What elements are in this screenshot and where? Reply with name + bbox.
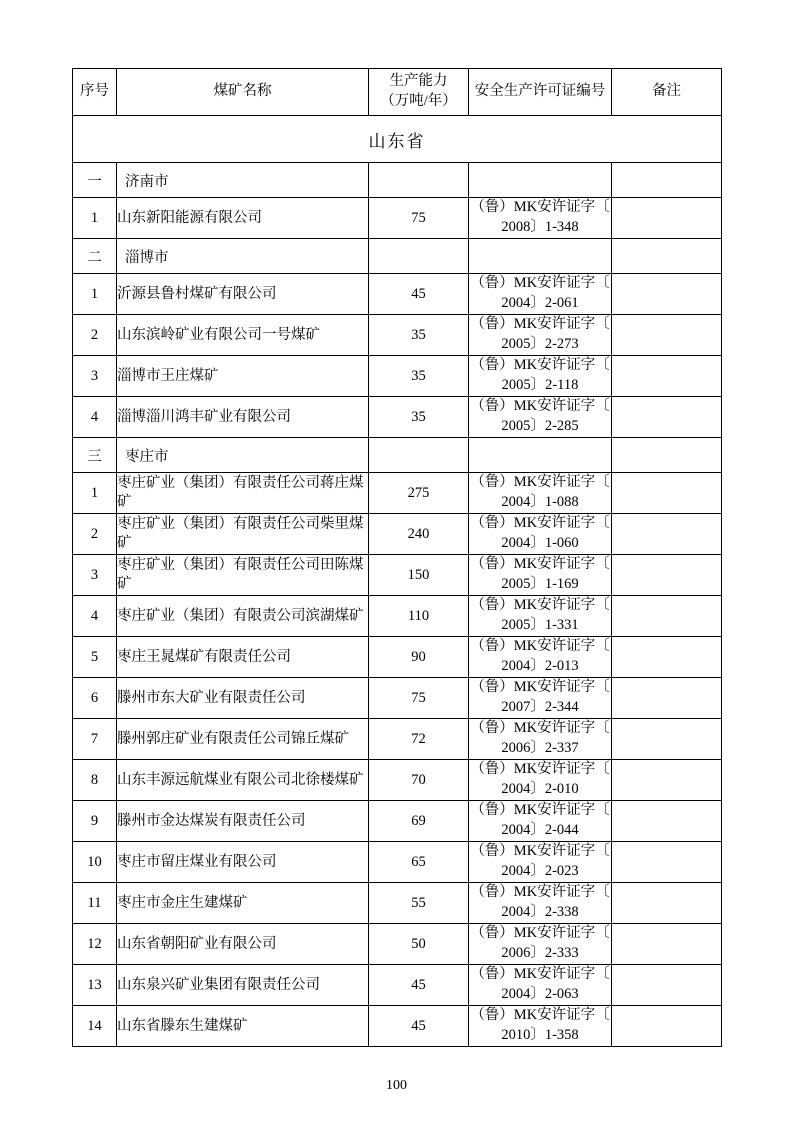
table-row: [73, 801, 722, 842]
table-row: [73, 760, 722, 801]
row-note: [612, 274, 722, 315]
row-license: [469, 514, 612, 555]
row-license: [469, 760, 612, 801]
row-note: [612, 1006, 722, 1047]
city-row: [73, 239, 722, 274]
header-note: 备注: [612, 69, 722, 116]
row-note: [612, 678, 722, 719]
row-seq: 6: [73, 678, 117, 719]
row-capacity: 75: [369, 198, 469, 239]
row-license-line2: 2004〕2-044: [501, 822, 579, 838]
city-capacity-blank: [369, 163, 469, 198]
row-name: 枣庄矿业（集团）有限责任公司田陈煤矿: [117, 555, 369, 596]
row-license-line2: 2005〕2-285: [501, 418, 579, 434]
row-license-line1: （鲁）MK安许证字〔: [470, 761, 610, 778]
table-row: [73, 842, 722, 883]
row-name: 淄博淄川鸿丰矿业有限公司: [117, 397, 369, 438]
row-license: [469, 637, 612, 678]
table-row: [73, 514, 722, 555]
row-license-line2: 2008〕1-348: [501, 219, 579, 235]
row-capacity: 110: [369, 596, 469, 637]
city-license-blank: [469, 163, 612, 198]
city-capacity-blank: [369, 239, 469, 274]
row-seq: 14: [73, 1006, 117, 1047]
table-row: [73, 356, 722, 397]
header-license: 安全生产许可证编号: [469, 69, 612, 116]
row-license: [469, 555, 612, 596]
row-note: [612, 514, 722, 555]
row-seq: 2: [73, 315, 117, 356]
row-name: 枣庄矿业（集团）有限责任公司蒋庄煤矿: [117, 473, 369, 514]
row-license-line1: （鲁）MK安许证字〔: [470, 357, 610, 374]
row-capacity: 69: [369, 801, 469, 842]
row-seq: 9: [73, 801, 117, 842]
row-note: [612, 883, 722, 924]
row-license-line1: （鲁）MK安许证字〔: [470, 597, 610, 614]
row-license-line2: 2005〕2-273: [501, 336, 579, 352]
row-license: [469, 924, 612, 965]
table-row: [73, 596, 722, 637]
row-license-line1: （鲁）MK安许证字〔: [470, 925, 610, 942]
city-name: 济南市: [117, 163, 369, 198]
table-row: [73, 274, 722, 315]
row-capacity: 45: [369, 274, 469, 315]
row-name: 枣庄市金庄生建煤矿: [117, 883, 369, 924]
row-name: 沂源县鲁村煤矿有限公司: [117, 274, 369, 315]
row-license: [469, 473, 612, 514]
row-note: [612, 198, 722, 239]
row-capacity: 72: [369, 719, 469, 760]
row-license-line1: （鲁）MK安许证字〔: [470, 843, 610, 860]
row-license: [469, 1006, 612, 1047]
table-body: [73, 69, 722, 1047]
row-license-line1: （鲁）MK安许证字〔: [470, 1007, 610, 1024]
row-note: [612, 315, 722, 356]
row-license: [469, 719, 612, 760]
row-note: [612, 924, 722, 965]
row-license-line2: 2004〕1-088: [501, 494, 579, 510]
city-license-blank: [469, 438, 612, 473]
row-seq: 1: [73, 473, 117, 514]
row-license-line2: 2005〕1-169: [501, 576, 579, 592]
row-capacity: 55: [369, 883, 469, 924]
row-name: 山东新阳能源有限公司: [117, 198, 369, 239]
city-license-blank: [469, 239, 612, 274]
table-row: [73, 924, 722, 965]
row-license-line1: （鲁）MK安许证字〔: [470, 720, 610, 737]
table-row: [73, 555, 722, 596]
row-license: [469, 883, 612, 924]
row-license: [469, 596, 612, 637]
city-note-blank: [612, 163, 722, 198]
row-license-line2: 2004〕2-023: [501, 863, 579, 879]
row-capacity: 275: [369, 473, 469, 514]
table-row: [73, 883, 722, 924]
row-capacity: 90: [369, 637, 469, 678]
row-license-line1: （鲁）MK安许证字〔: [470, 398, 610, 415]
row-license: [469, 315, 612, 356]
row-seq: 1: [73, 274, 117, 315]
row-license-line1: （鲁）MK安许证字〔: [470, 802, 610, 819]
city-note-blank: [612, 438, 722, 473]
row-license-line2: 2006〕2-337: [501, 740, 579, 756]
row-note: [612, 397, 722, 438]
header-name: 煤矿名称: [117, 69, 369, 116]
row-note: [612, 473, 722, 514]
row-seq: 10: [73, 842, 117, 883]
row-capacity: 35: [369, 315, 469, 356]
city-capacity-blank: [369, 438, 469, 473]
header-seq: 序号: [73, 69, 117, 116]
row-name: 山东省滕东生建煤矿: [117, 1006, 369, 1047]
row-capacity: 65: [369, 842, 469, 883]
row-license-line2: 2005〕1-331: [501, 617, 579, 633]
header-capacity-line2: （万吨/年）: [380, 93, 457, 109]
row-note: [612, 801, 722, 842]
row-name: 滕州市金达煤炭有限责任公司: [117, 801, 369, 842]
row-license-line1: （鲁）MK安许证字〔: [470, 966, 610, 983]
row-license-line2: 2004〕2-338: [501, 904, 579, 920]
city-seq: 一: [73, 163, 117, 198]
row-license: [469, 801, 612, 842]
row-note: [612, 842, 722, 883]
row-license: [469, 356, 612, 397]
row-license-line2: 2006〕2-333: [501, 945, 579, 961]
table-row: [73, 678, 722, 719]
row-note: [612, 555, 722, 596]
row-capacity: 45: [369, 1006, 469, 1047]
row-capacity: 75: [369, 678, 469, 719]
row-name: 滕州市东大矿业有限责任公司: [117, 678, 369, 719]
row-name: 枣庄王晁煤矿有限责任公司: [117, 637, 369, 678]
city-row: [73, 163, 722, 198]
row-license-line1: （鲁）MK安许证字〔: [470, 474, 610, 491]
table-row: [73, 719, 722, 760]
row-license: [469, 842, 612, 883]
province-name: 山东省: [73, 116, 722, 163]
row-capacity: 50: [369, 924, 469, 965]
table-row: [73, 965, 722, 1006]
row-name: 淄博市王庄煤矿: [117, 356, 369, 397]
row-name: 山东省朝阳矿业有限公司: [117, 924, 369, 965]
city-name: 枣庄市: [117, 438, 369, 473]
row-note: [612, 637, 722, 678]
city-seq: 二: [73, 239, 117, 274]
row-name: 枣庄矿业（集团）有限责公司滨湖煤矿: [117, 596, 369, 637]
city-name: 淄博市: [117, 239, 369, 274]
city-row: [73, 438, 722, 473]
city-note-blank: [612, 239, 722, 274]
row-name: 滕州郭庄矿业有限责任公司锦丘煤矿: [117, 719, 369, 760]
row-seq: 13: [73, 965, 117, 1006]
row-seq: 11: [73, 883, 117, 924]
row-license-line2: 2005〕2-118: [501, 377, 579, 393]
header-capacity: [369, 69, 469, 116]
row-license-line1: （鲁）MK安许证字〔: [470, 638, 610, 655]
row-note: [612, 596, 722, 637]
row-license: [469, 397, 612, 438]
row-note: [612, 719, 722, 760]
table-row: [73, 473, 722, 514]
row-note: [612, 760, 722, 801]
row-name: 山东滨岭矿业有限公司一号煤矿: [117, 315, 369, 356]
province-row: [73, 116, 722, 163]
row-note: [612, 356, 722, 397]
row-license-line2: 2004〕2-013: [501, 658, 579, 674]
row-seq: 1: [73, 198, 117, 239]
row-license-line1: （鲁）MK安许证字〔: [470, 679, 610, 696]
row-license-line1: （鲁）MK安许证字〔: [470, 275, 610, 292]
table-row: [73, 637, 722, 678]
row-license: [469, 198, 612, 239]
row-name: 枣庄市留庄煤业有限公司: [117, 842, 369, 883]
row-note: [612, 965, 722, 1006]
table-row: [73, 397, 722, 438]
table-row: [73, 198, 722, 239]
row-license-line1: （鲁）MK安许证字〔: [470, 316, 610, 333]
row-capacity: 45: [369, 965, 469, 1006]
page-number: 100: [386, 1078, 407, 1093]
row-license-line1: （鲁）MK安许证字〔: [470, 515, 610, 532]
row-license-line1: （鲁）MK安许证字〔: [470, 884, 610, 901]
row-license-line1: （鲁）MK安许证字〔: [470, 556, 610, 573]
row-capacity: 240: [369, 514, 469, 555]
row-license-line2: 2010〕1-358: [501, 1027, 579, 1043]
row-license-line1: （鲁）MK安许证字〔: [470, 199, 610, 216]
row-seq: 5: [73, 637, 117, 678]
row-seq: 2: [73, 514, 117, 555]
row-seq: 4: [73, 596, 117, 637]
row-license-line2: 2004〕2-061: [501, 295, 579, 311]
table-row: [73, 315, 722, 356]
row-license: [469, 274, 612, 315]
row-license: [469, 678, 612, 719]
row-license-line2: 2004〕2-063: [501, 986, 579, 1002]
city-seq: 三: [73, 438, 117, 473]
row-seq: 3: [73, 555, 117, 596]
row-name: 山东泉兴矿业集团有限责任公司: [117, 965, 369, 1006]
row-capacity: 150: [369, 555, 469, 596]
row-seq: 7: [73, 719, 117, 760]
row-name: 枣庄矿业（集团）有限责任公司柴里煤矿: [117, 514, 369, 555]
row-license-line2: 2004〕2-010: [501, 781, 579, 797]
row-seq: 3: [73, 356, 117, 397]
table-row: [73, 1006, 722, 1047]
row-license-line2: 2007〕2-344: [501, 699, 579, 715]
row-license-line2: 2004〕1-060: [501, 535, 579, 551]
row-capacity: 35: [369, 356, 469, 397]
row-capacity: 70: [369, 760, 469, 801]
table-header-row: [73, 69, 722, 116]
row-seq: 12: [73, 924, 117, 965]
coal-mine-table: [72, 68, 722, 1047]
row-seq: 8: [73, 760, 117, 801]
row-capacity: 35: [369, 397, 469, 438]
row-seq: 4: [73, 397, 117, 438]
row-license: [469, 965, 612, 1006]
row-name: 山东丰源远航煤业有限公司北徐楼煤矿: [117, 760, 369, 801]
header-capacity-line1: 生产能力: [389, 73, 448, 90]
